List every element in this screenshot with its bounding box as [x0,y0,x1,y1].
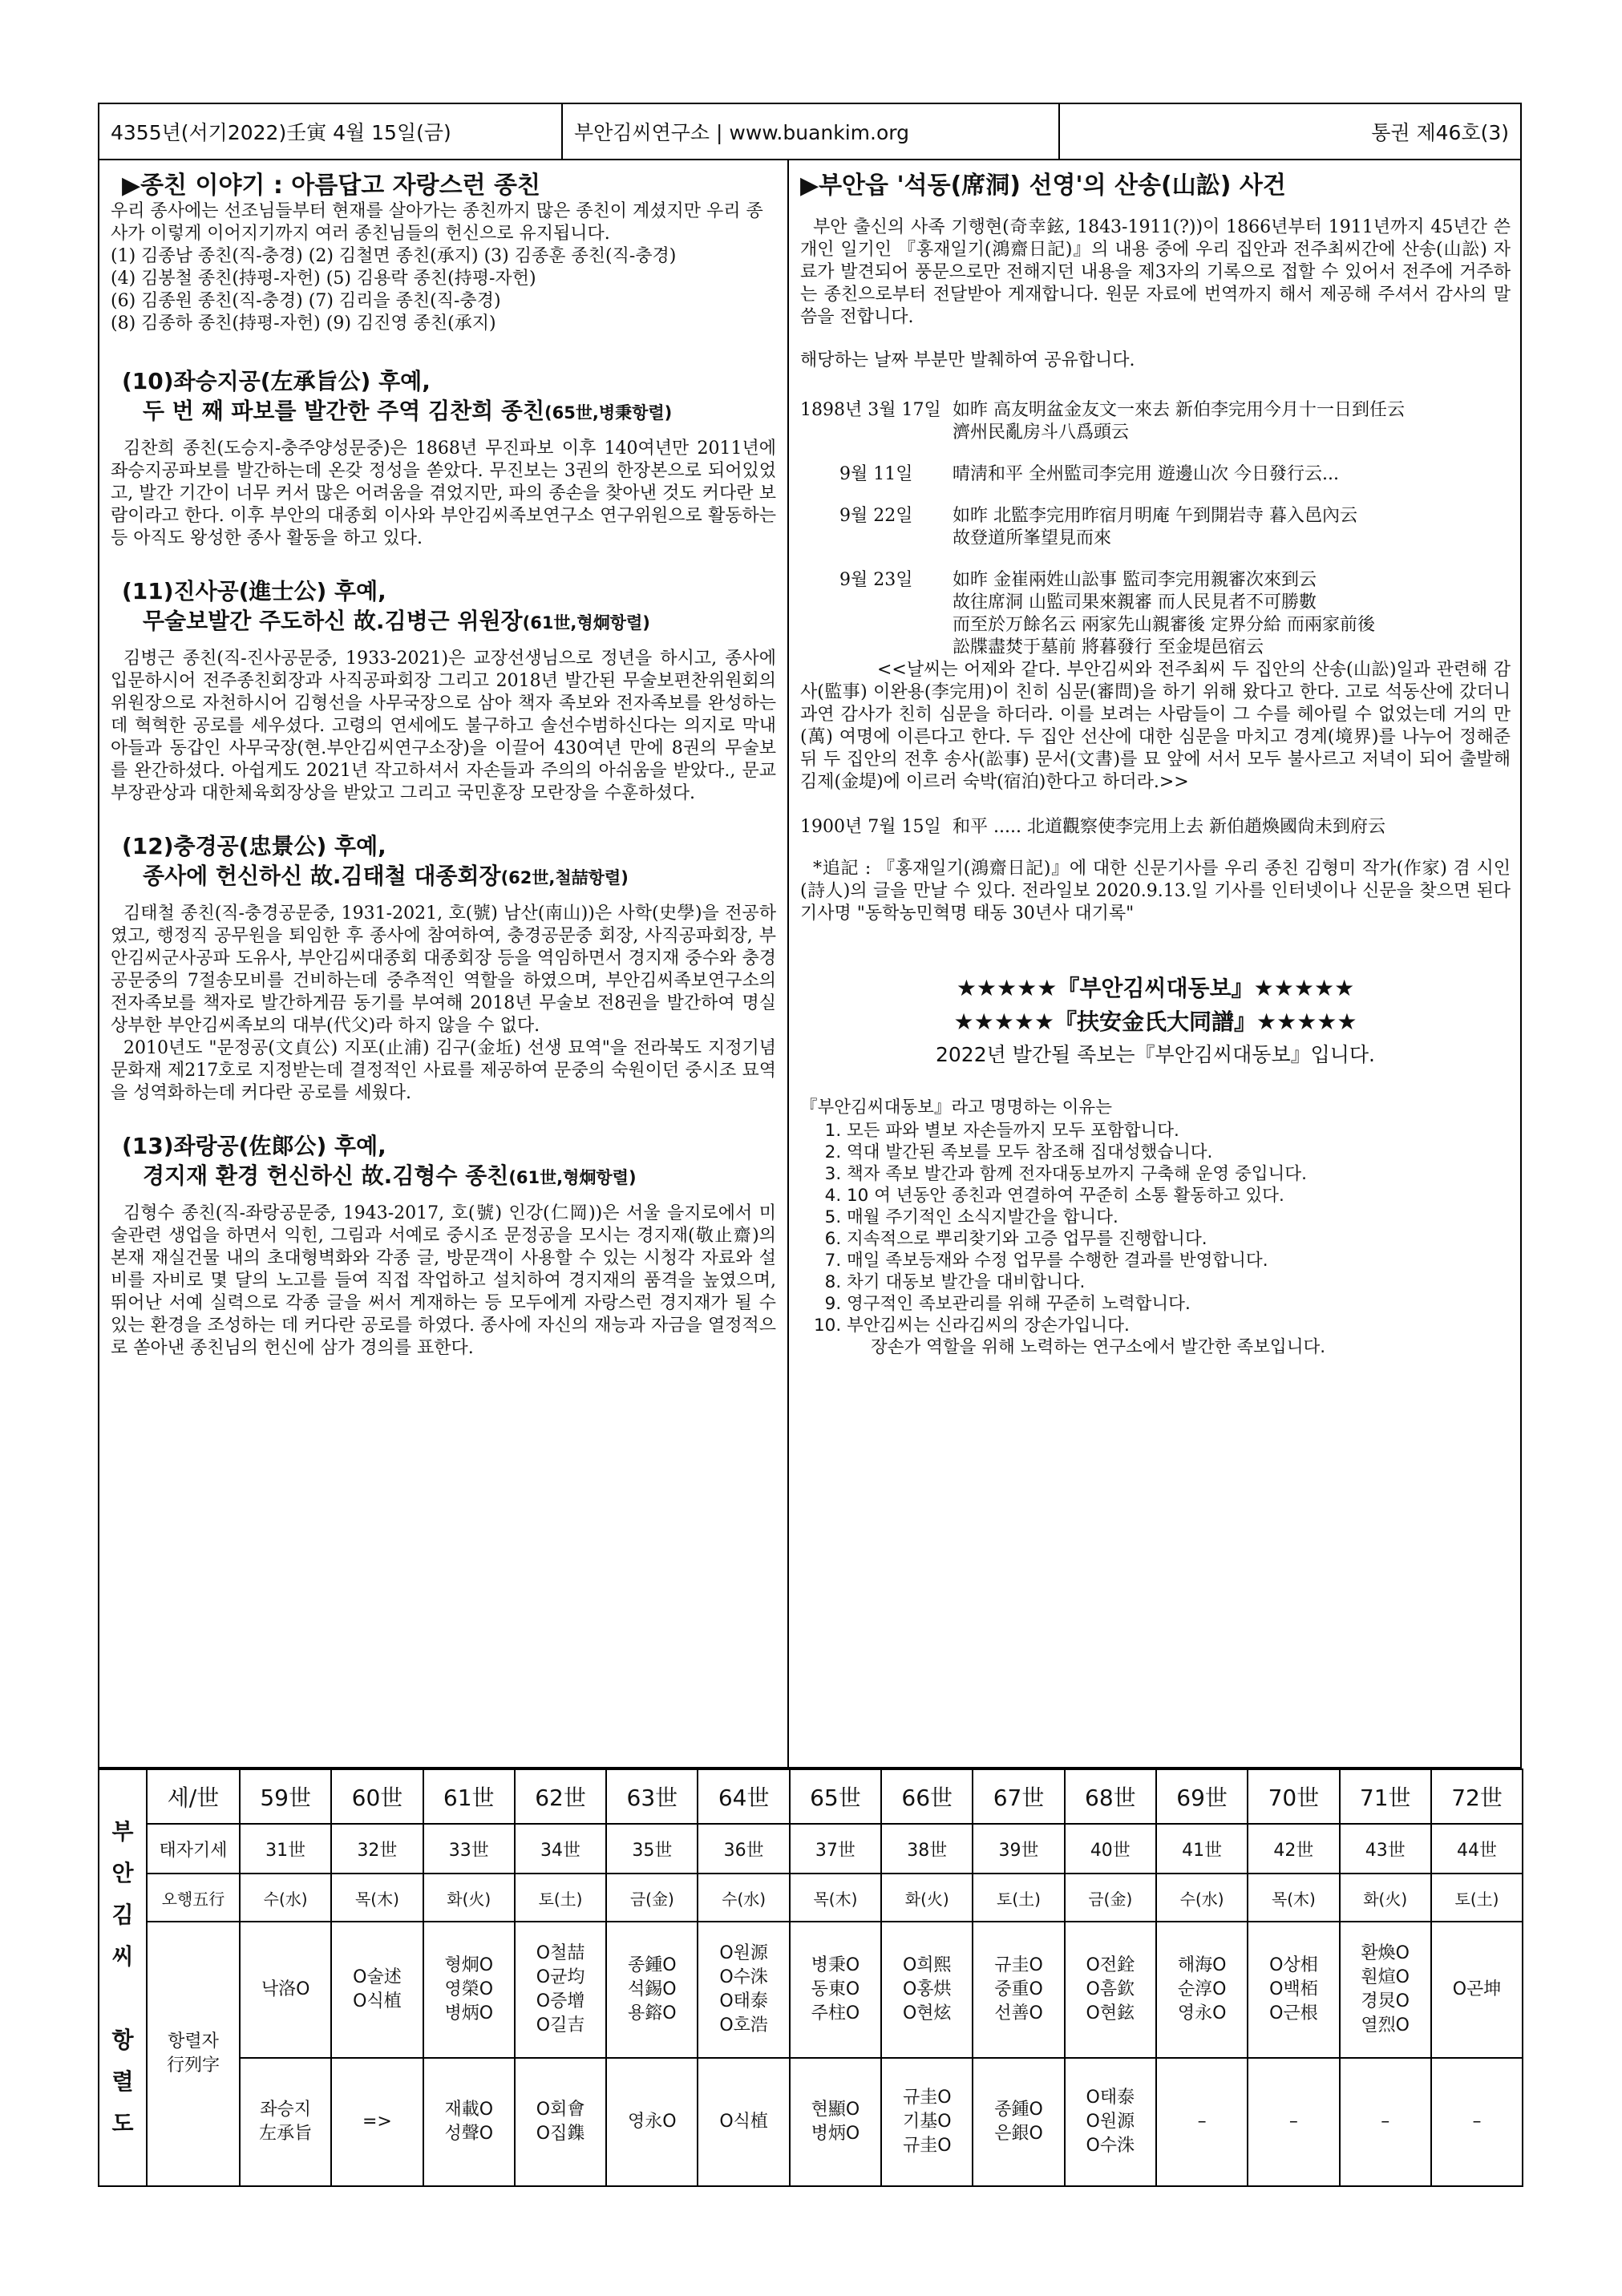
reason-item: 1. 모든 파와 별보 자손들까지 모두 포함합니다. [847,1120,1511,1142]
prince-generation-cell: 44世 [1431,1824,1523,1874]
reason-item: 5. 매월 주기적인 소식지발간을 합니다. [847,1207,1511,1228]
org-name: 부안김씨연구소 | www.buankim.org [563,104,1060,159]
article-11-subheading: 무술보발간 주도하신 故.김병근 위원장(61世,형炯항렬) [143,608,650,634]
generation-name-table [98,1768,1523,2187]
reasons-list [800,1120,1511,1336]
table-row [99,1824,1523,1874]
diary-text: 如昨 高友明盆金友文一來去 新伯李完用今月十一日到任云 濟州民亂房斗八爲頭云 [953,400,1405,443]
diary-text: 晴淸和平 全州監司李完用 遊邊山次 今日發行云... [953,464,1339,484]
reason-item: 9. 영구적인 족보관리를 위해 꾸준히 노력합니다. [847,1293,1511,1315]
branch-character-cell: O태泰 O원源 O수洙 [1065,2058,1156,2186]
diary-date: 1898년 3월 17일 [800,400,941,420]
five-element-cell: 토(土) [515,1874,606,1922]
prince-generation-cell: 38世 [881,1824,973,1874]
generation-character-cell: 형炯O 영榮O 병炳O [423,1922,515,2058]
generation-cell: 64世 [698,1769,789,1824]
generation-character-cell: O곤坤 [1431,1922,1523,2058]
prince-generation-cell: 43世 [1340,1824,1431,1874]
prince-generation-cell: 39世 [973,1824,1064,1874]
reason-item: 8. 차기 대동보 발간을 대비합니다. [847,1271,1511,1293]
table-row [99,1769,1523,1824]
promo-title-korean: ★★★★★『부안김씨대동보』★★★★★ [956,975,1355,1001]
generation-cell: 62世 [515,1769,606,1824]
generation-character-cell: O원源 O수洙 O태泰 O호浩 [698,1922,789,2058]
header-generation: 세/世 [147,1769,240,1824]
article-12-heading: (12)충경공(忠景公) 후예, [122,833,386,859]
diary-entry [800,399,1511,444]
lawsuit-intro-2: 해당하는 날짜 부분만 발췌하여 공유합니다. [800,350,1135,370]
table-side-title: 부 안 김 씨 항 렬 도 [99,1769,147,2186]
branch-character-cell: – [1340,2058,1431,2186]
header-prince-generation: 태자기세 [147,1824,240,1874]
generation-character-cell: O희熙 O홍烘 O현炫 [881,1922,973,2058]
reason-item: 3. 책자 족보 발간과 함께 전자대동보까지 구축해 운영 중입니다. [847,1163,1511,1185]
intro-text: 우리 종사에는 선조님들부터 현재를 살아가는 종친까지 많은 종친이 계셨지만 우리 종사가 이렇게 이어지기까지 여러 종친님들의 헌신으로 유지됩니다. [111,201,763,244]
article-13-body: 김형수 종친(직-좌랑공문중, 1943-2017, 호(號) 인강(仁岡))은 서울 을지로에서 미술관련 생업을 하면서 익힌, 그림과 서예로 중시조 문정공을 모시는 경지재(敬止齋)의 본재 재실건물 내의 초대형벽화와 각종 글, 방문객이 사용할 수 있는 시청각 자료와 설비를 자비로 몇 달의 노고를 들여 직접 작업하고 설치하여 경지재의 품격을 높였으며, 뛰어난 서예 실력으로 각종 글을 써서 게재하는 등 모두에게 자랑스런 경지재가 될 수 있는 환경을 조성하는 데 커다란 공로를 하였다. 종사에 자신의 재능과 자금을 열정적으로 쏟아낸 종친님의 헌신에 삼가 경의를 표한다. [111,1203,776,1358]
prince-generation-cell: 31世 [240,1824,331,1874]
header-generation-characters: 항렬자 行列字 [147,1922,240,2186]
page-header [98,103,1522,160]
five-element-cell: 금(金) [606,1874,698,1922]
table-row [99,1922,1523,2058]
generation-character-cell: O전銓 O흠欽 O현鉉 [1065,1922,1156,2058]
header-five-elements: 오행五行 [147,1874,240,1922]
reason-item: 10. 부안김씨는 신라김씨의 장손가입니다. [847,1315,1511,1336]
generation-cell: 66世 [881,1769,973,1824]
diary-entry [800,569,1511,659]
branch-character-cell: => [331,2058,423,2186]
generation-character-cell: O상相 O백栢 O근根 [1248,1922,1339,2058]
article-12-subheading: 종사에 헌신하신 故.김태철 대종회장(62世,철喆항렬) [143,863,629,889]
article-11-heading: (11)진사공(進士公) 후예, [122,578,386,604]
article-11-body: 김병근 종친(직-진사공문중, 1933-2021)은 교장선생님으로 정년을 하시고, 종사에 입문하시어 전주종친회장과 사직공파회장 그리고 2018년 발간된 무술보편찬위원회의 위원장으로 자천하시어 김형선을 사무국장으로 삼아 책자 족보와 전자족보를 완성하는데 혁혁한 공로를 세우셨다. 고령의 연세에도 불구하고 솔선수범하신다는 의지로 막내아들과 동갑인 사무국장(현.부안김씨연구소장)을 이끌어 430여년 만에 8권의 무술보를 완간하셨다. 아쉽게도 2021년 작고하셔서 자손들과 주의의 아쉬움을 받았다., 문교부장관상과 대한체육회장상을 받았고 그리고 국민훈장 모란장을 수훈하셨다. [111,649,776,803]
five-element-cell: 금(金) [1065,1874,1156,1922]
five-element-cell: 화(火) [423,1874,515,1922]
column-divider [787,160,789,1768]
reason-item: 7. 매일 족보등재와 수정 업무를 수행한 결과를 반영합니다. [847,1250,1511,1271]
branch-character-cell: 영永O [606,2058,698,2186]
five-element-cell: 토(土) [1431,1874,1523,1922]
generation-cell: 67世 [973,1769,1064,1824]
prince-generation-cell: 32世 [331,1824,423,1874]
prince-generation-cell: 34世 [515,1824,606,1874]
diary-date: 9월 23일 [800,570,913,590]
reasons-title: 『부안김씨대동보』라고 명명하는 이유는 [800,1097,1112,1118]
reason-item: 2. 역대 발간된 족보를 모두 참조해 집대성했습니다. [847,1142,1511,1163]
promo-subtitle: 2022년 발간될 족보는『부안김씨대동보』입니다. [935,1043,1375,1066]
diary-date: 9월 22일 [800,506,913,526]
reason-item: 4. 10 여 년동안 종친과 연결하여 꾸준히 소통 활동하고 있다. [847,1185,1511,1207]
generation-character-cell: 종鍾O 석錫O 용鎔O [606,1922,698,2058]
generation-character-cell: O술述 O식植 [331,1922,423,2058]
reasons-last-line: 장손가 역할을 위해 노력하는 연구소에서 발간한 족보입니다. [871,1337,1326,1357]
five-element-cell: 화(火) [1340,1874,1431,1922]
postscript-note: *追記 : 『홍재일기(鴻齋日記)』에 대한 신문기사를 우리 종친 김형미 작가(作家) 겸 시인(詩人)의 글을 만날 수 있다. 전라일보 2020.9.13.일 기사를 인터넷이나 신문을 찾으면 된다 기사명 "동학농민혁명 태동 30년사 대기록" [800,859,1511,924]
clan-list-3: (6) 김종원 종친(직-충경) (7) 김리을 종친(직-충경) [111,291,501,311]
diary-translation: <<날씨는 어제와 같다. 부안김씨와 전주최씨 두 집안의 산송(山訟)일과 관련해 감사(監事) 이완용(李完用)이 친히 심문(審問)을 하기 위해 왔다고 한다. 고로 석동산에 갔더니 과연 감사가 친히 심문을 하더라. 이를 보려는 사람들이 그 수를 헤아릴 수 없었는데 거의 만(萬) 여명에 이른다고 한다. 두 집안 선산에 대한 심문을 마치고 경계(境界)를 나누어 정해준 뒤 두 집안의 전후 송사(訟事) 문서(文書)를 묘 앞에 서서 모두 불사르고 저녁이 되어 출발해 김제(金堤)에 이르러 숙박(宿泊)한다고 하더라.>> [800,660,1511,792]
branch-label-jwaseungji: 좌승지 左承旨 [240,2058,331,2186]
article-10-heading: (10)좌승지공(左承旨公) 후예, [122,368,431,394]
branch-character-cell: – [1156,2058,1248,2186]
table-row [99,2058,1523,2186]
generation-cell: 59世 [240,1769,331,1824]
five-element-cell: 화(火) [881,1874,973,1922]
diary-date: 9월 11일 [800,464,913,484]
article-13-heading: (13)좌랑공(佐郞公) 후예, [122,1133,386,1159]
generation-cell: 69世 [1156,1769,1248,1824]
prince-generation-cell: 35世 [606,1824,698,1874]
right-column [800,172,1511,1358]
article-12-body: 김태철 종친(직-충경공문중, 1931-2021, 호(號) 남산(南山))은 사학(史學)을 전공하였고, 행정직 공무원을 퇴임한 후 종사에 참여하여, 충경공문중 회장, 사직공파회장, 부안김씨군사공파 도유사, 부안김씨대종회 대종회장 등을 역임하면서 경지재 중수와 충경공문중의 7절송모비를 건비하는데 중추적인 역할을 하였으며, 부안김씨족보연구소의 전자족보를 책자로 발간하게끔 동기를 부여해 2018년 무술보 전8권을 발간하여 명실상부한 부안김씨족보의 대부(代父)라 하지 않을 수 없다. [111,903,776,1036]
diary-entry [800,505,1511,550]
article-13-subheading: 경지재 환경 헌신하신 故.김형수 종친(61世,형炯항렬) [143,1162,637,1189]
branch-character-cell: 종鍾O 은銀O [973,2058,1064,2186]
issue-date: 4355년(서기2022)壬寅 4월 15일(금) [99,104,563,159]
clan-list-2: (4) 김봉철 종친(持평-자헌) (5) 김용락 종친(持평-자헌) [111,269,536,289]
branch-character-cell: O식植 [698,2058,789,2186]
generation-character-cell: 병秉O 동東O 주柱O [790,1922,881,2058]
generation-cell: 71世 [1340,1769,1431,1824]
generation-cell: 65世 [790,1769,881,1824]
left-column [111,172,776,1360]
issue-number: 통권 제46호(3) [1371,121,1509,144]
diary-date: 1900년 7월 15일 [800,817,941,837]
article-10-body: 김찬희 종친(도승지-충주양성문중)은 1868년 무진파보 이후 140여년만 2011년에 좌승지공파보를 발간하는데 온갖 정성을 쏟았다. 무진보는 3권의 한장본으로 되어있었고, 발간 기간이 너무 커서 많은 어려움을 겪었지만, 파의 종손을 찾아낸 것도 커다란 보람이라고 한다. 이후 부안의 대종회 이사와 부안김씨족보연구소 연구위원으로 활동하는 등 아직도 왕성한 종사 활동을 하고 있다. [111,439,776,548]
generation-cell: 60世 [331,1769,423,1824]
branch-character-cell: 재載O 성聲O [423,2058,515,2186]
reason-item: 6. 지속적으로 뿌리찾기와 고증 업무를 진행합니다. [847,1228,1511,1250]
clan-list-4: (8) 김종하 종친(持평-자헌) (9) 김진영 종친(承지) [111,313,496,333]
section-title-clan-stories: ▶종친 이야기 : 아름답고 자랑스런 종친 [122,172,540,200]
branch-character-cell: – [1248,2058,1339,2186]
article-10-subheading: 두 번 째 파보를 발간한 주역 김찬희 종친(65世,병秉항렬) [143,398,673,424]
branch-character-cell: O회會 O집鏶 [515,2058,606,2186]
prince-generation-cell: 42世 [1248,1824,1339,1874]
branch-character-cell: – [1431,2058,1523,2186]
generation-character-cell: 환煥O 훤煊O 경炅O 열烈O [1340,1922,1431,2058]
clan-list-1: (1) 김종남 종친(직-충경) (2) 김철면 종친(承지) (3) 김종훈 종친(직-충경) [111,246,677,266]
prince-generation-cell: 36世 [698,1824,789,1874]
five-element-cell: 수(水) [240,1874,331,1922]
five-element-cell: 목(木) [790,1874,881,1922]
article-12-body-2: 2010년도 "문정공(文貞公) 지포(止浦) 김구(金坵) 선생 묘역"을 전라북도 지정기념문화재 제217호로 지정받는데 결정적인 사료를 제공하여 문중의 숙원이던 중시조 묘역을 성역화하는데 커다란 공로를 세웠다. [111,1038,776,1103]
five-element-cell: 수(水) [698,1874,789,1922]
diary-text: 和平 ..... 北道觀察使李完用上去 新伯趙煥國尙未到府云 [953,817,1385,837]
branch-character-cell: 현顯O 병炳O [790,2058,881,2186]
diary-entry [800,816,1511,839]
generation-character-cell: 낙洛O [240,1922,331,2058]
generation-cell: 61世 [423,1769,515,1824]
generation-cell: 72世 [1431,1769,1523,1824]
diary-text: 如昨 北監李完用昨宿月明庵 午到開岩寺 暮入邑內云 故登道所峯望見而來 [953,506,1357,548]
generation-cell: 63世 [606,1769,698,1824]
generation-cell: 68世 [1065,1769,1156,1824]
promo-title-hanja: ★★★★★『扶安金氏大同譜』★★★★★ [953,1009,1357,1035]
five-element-cell: 목(木) [331,1874,423,1922]
prince-generation-cell: 40世 [1065,1824,1156,1874]
table-row [99,1874,1523,1922]
branch-character-cell: 규圭O 기基O 규圭O [881,2058,973,2186]
five-element-cell: 목(木) [1248,1874,1339,1922]
diary-text: 如昨 金崔兩姓山訟事 監司李完用親審次來到云 故往席洞 山監司果來親審 而人民見者不可勝數 而至於万餘名云 兩家先山親審後 定界分給 而兩家前後 訟牒盡焚于墓前 將暮發行 至金堤邑宿云 [953,570,1375,657]
prince-generation-cell: 33世 [423,1824,515,1874]
generation-cell: 70世 [1248,1769,1339,1824]
section-title-lawsuit: ▶부안읍 '석동(席洞) 선영'의 산송(山訟) 사건 [800,172,1286,200]
generation-character-cell: 해海O 순淳O 영永O [1156,1922,1248,2058]
generation-character-cell: O철喆 O균均 O증增 O길吉 [515,1922,606,2058]
naming-reasons [800,1097,1511,1358]
five-element-cell: 수(水) [1156,1874,1248,1922]
generation-character-cell: 규圭O 중重O 선善O [973,1922,1064,2058]
prince-generation-cell: 37世 [790,1824,881,1874]
diary-entry [800,463,1511,486]
lawsuit-intro: 부안 출신의 사족 기행현(奇幸鉉, 1843-1911(?))이 1866년부터 1911년까지 45년간 쓴 개인 일기인 『홍재일기(鴻齋日記)』의 내용 중에 우리 집안과 전주최씨간에 산송(山訟) 자료가 발견되어 풍문으로만 전해지던 내용을 제3자의 기록으로 접할 수 있어서 전주에 거주하는 종친으로부터 전달받아 게재합니다. 원문 자료에 번역까지 해서 제공해 주셔서 감사의 말씀을 전합니다. [800,217,1511,327]
five-element-cell: 토(土) [973,1874,1064,1922]
prince-generation-cell: 41世 [1156,1824,1248,1874]
